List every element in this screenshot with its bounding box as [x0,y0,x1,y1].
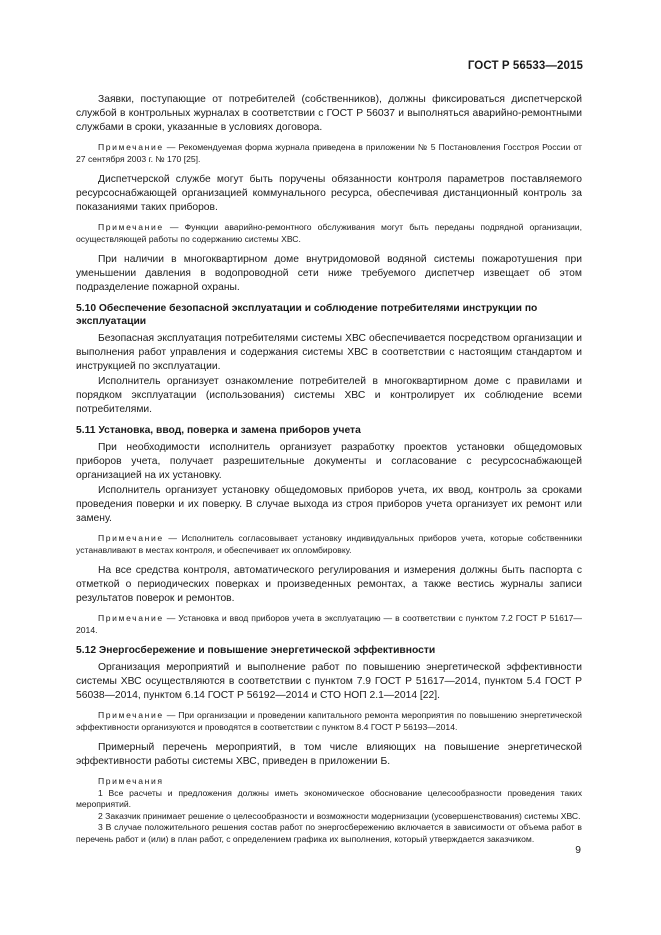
paragraph [76,93,582,135]
note-text: — Рекомендуемая форма журнала приведена в приложении № 5 Постановления Госстроя России от 27 сентября 2003 г. № 170 [25]. [76,142,582,164]
paragraph [76,332,582,374]
section-heading: 5.12 Энергосбережение и повышение энергетической эффективности [76,645,436,656]
paragraph [76,173,582,215]
section-heading: 5.10 Обеспечение безопасной эксплуатации и соблюдение потребителями инструкции по эксплуатации [76,303,538,327]
notes-item: 2 Заказчик принимает решение о целесообразности и возможности модернизации (усовершенствования) системы ХВС. [98,810,581,821]
paragraph [76,441,582,483]
note-label: Примечание [98,533,164,543]
notes-item: 3 В случае положительного решения состав работ по энергосбережению включается в зависимости от объема работ в перечень работ и (или) в план работ, с определением графика их выполнения, который утверждается заказчиком. [76,822,582,844]
notes-item: 1 Все расчеты и предложения должны иметь экономическое обоснование целесообразности проведения таких мероприятий. [76,787,582,809]
note-label: Примечание [98,613,164,623]
note [76,222,582,245]
note-label: Примечание [98,222,164,232]
paragraph-text: Исполнитель организует установку общедомовых приборов учета, их ввод, контроль за сроками проведения поверки и их поверку. В случае выхода из строя приборов учета организует их ремонт или замену. [76,485,582,524]
note-label: Примечание [98,710,164,720]
paragraph [76,661,582,703]
paragraph-text: Исполнитель организует ознакомление потребителей в многоквартирном доме с правилами и порядком эксплуатации (использования) системы ХВС и контролирует их соблюдение всеми потребителями. [76,376,582,415]
paragraph-text: На все средства контроля, автоматического регулирования и измерения должны быть паспорта с отметкой о периодических поверках и произведенных ремонтах, а также вестись журналы записи результатов поверок и ремонтов. [76,565,582,604]
page-number: 9 [575,845,581,856]
note-text: — Установка и ввод приборов учета в эксплуатацию — в соответствии с пунктом 7.2 ГОСТ Р 51617—2014. [76,613,582,635]
paragraph-text: При необходимости исполнитель организует разработку проектов установки общедомовых приборов учета, получает разрешительные документы и согласование с ресурсоснабжающей организацией на их установку. [76,442,582,481]
note-text: — Исполнитель согласовывает установку индивидуальных приборов учета, которые собственники устанавливают в местах контроля, и обеспечивает их опломбировку. [76,533,582,555]
paragraph [76,253,582,295]
note [76,533,582,556]
paragraph-text: Диспетчерской службе могут быть поручены обязанности контроля параметров поставляемого ресурсоснабжающей организацией коммунального ресурса, обеспечивая дистанционный контроль за показаниями таких приборов. [76,174,582,213]
section-heading: 5.11 Установка, ввод, поверка и замена приборов учета [76,425,361,436]
paragraph-text: Безопасная эксплуатация потребителями системы ХВС обеспечивается посредством организации и выполнения работ управления и содержания системы ХВС в соответствии с настоящим стандартом и инструкцией по эксплуатации. [76,333,582,372]
note [76,613,582,636]
note-text: — При организации и проведении капитального ремонта мероприятия по повышению энергетической эффективности организуются и проводятся в соответствии с пунктом 8.4 ГОСТ Р 56193—2014. [76,710,582,732]
paragraph-text: При наличии в многоквартирном доме внутридомовой водяной системы пожаротушения при уменьшении давления в водопроводной сети ниже требуемого диспетчер извещает об этом подразделение пожарной охраны. [76,254,582,293]
paragraph-text: Заявки, поступающие от потребителей (собственников), должны фиксироваться диспетчерской службой в контрольных журналах в соответствии с ГОСТ Р 56037 и выполняться аварийно-ремонтными службами в сроки, указанные в условиях договора. [76,94,582,133]
note [76,710,582,733]
page-content [76,93,582,845]
paragraph [76,741,582,769]
note-label: Примечание [98,142,164,152]
note [76,142,582,165]
paragraph [76,564,582,606]
note-text: — Функции аварийно-ремонтного обслуживания могут быть переданы подрядной организации, осуществляющей работы по содержанию системы ХВС. [76,222,582,244]
paragraph-text: Примерный перечень мероприятий, в том числе влияющих на повышение энергетической эффективности работы системы ХВС, приведен в приложении Б. [76,742,582,767]
doc-code-header: ГОСТ Р 56533—2015 [467,60,583,72]
paragraph-text: Организация мероприятий и выполнение работ по повышению энергетической эффективности системы ХВС осуществляются в соответствии с пунктом 7.9 ГОСТ Р 51617—2014, пунктом 5.4 ГОСТ Р 56038—2014, пунктом 6.14 ГОСТ Р 56192—2014 и СТО НОП 2.1—2014 [22]. [76,662,582,701]
notes-heading: Примечания [98,776,164,786]
paragraph [76,375,582,417]
paragraph [76,484,582,526]
